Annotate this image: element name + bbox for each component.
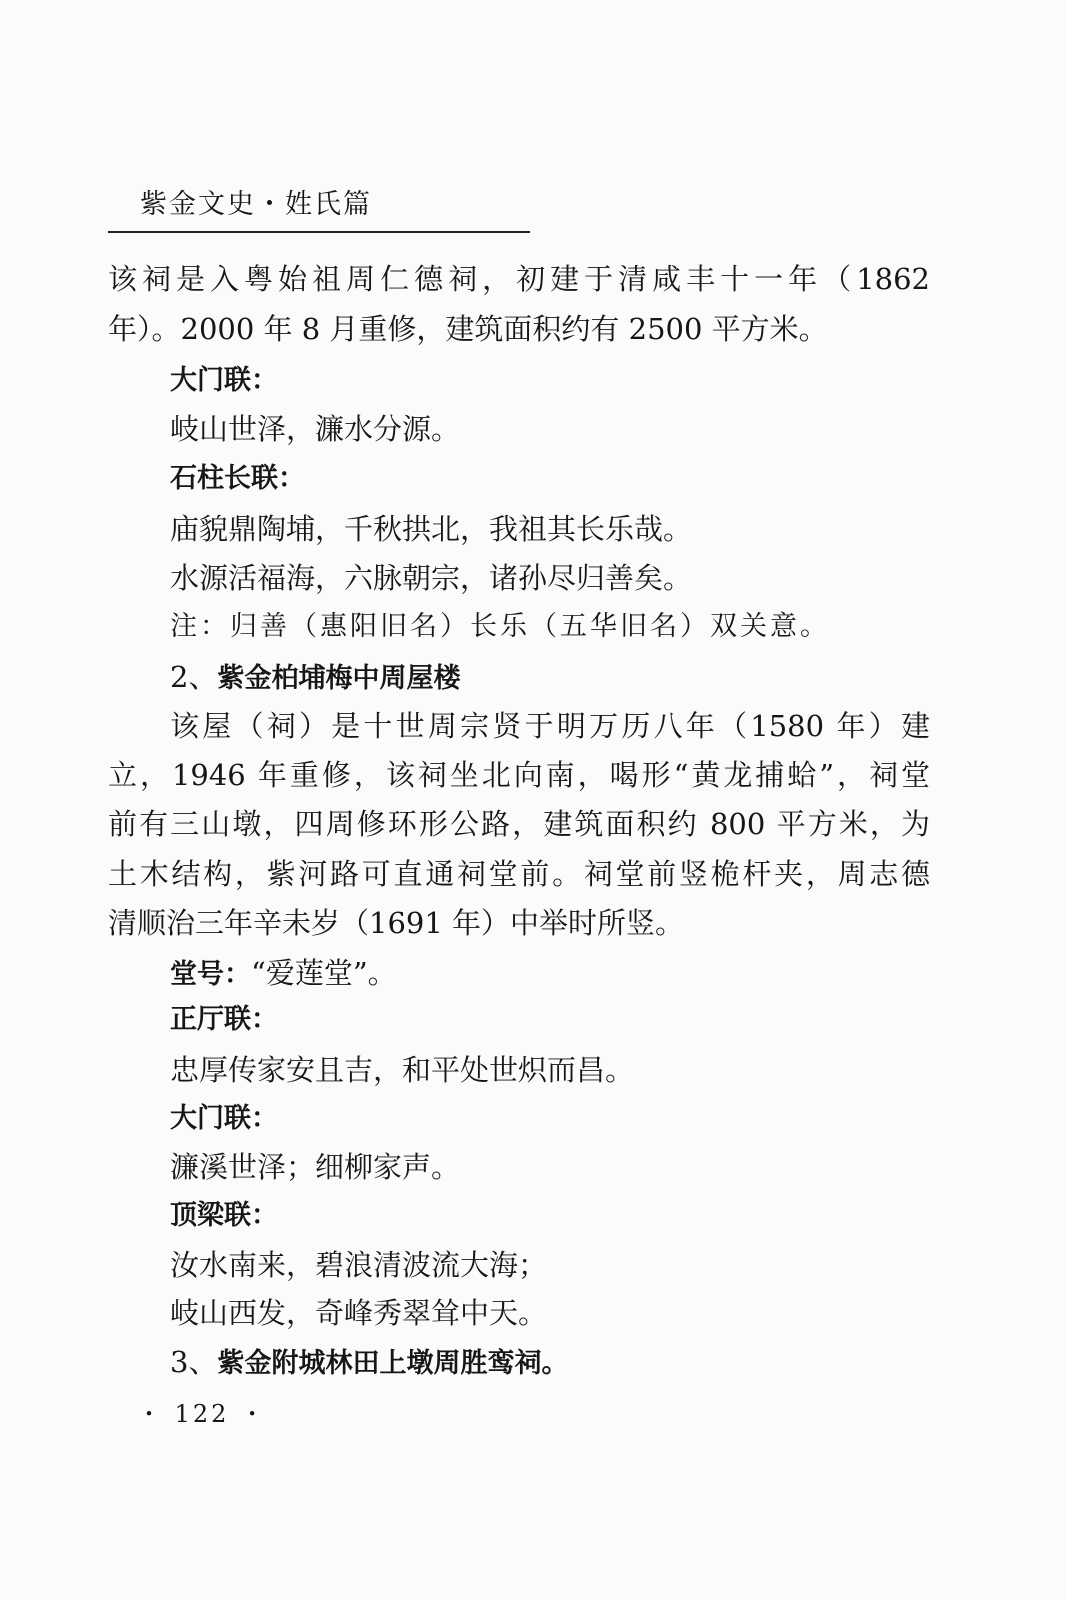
couplet-3: 忠厚传家安且吉，和平处世炽而昌。	[170, 1053, 635, 1087]
section-2-heading	[170, 660, 460, 696]
label-damen-1: 大门联：	[170, 365, 278, 396]
paragraph-1-line-1: 该祠是入粤始祖周仁德祠，初建于清咸丰十一年（1862	[108, 262, 930, 296]
label-tanghao: 堂号：	[170, 959, 251, 990]
header-rule	[108, 231, 530, 233]
section-2-number: 2、	[170, 660, 218, 694]
section-2-title: 紫金柏埔梅中周屋楼	[217, 663, 461, 694]
section-3-number: 3、	[170, 1345, 218, 1379]
paragraph-2-line-1: 该屋（祠）是十世周宗贤于明万历八年（1580 年）建	[170, 709, 930, 743]
couplet-5-a: 汝水南来，碧浪清波流大海；	[170, 1248, 548, 1282]
tanghao-value: “爱莲堂”。	[251, 956, 397, 990]
paragraph-2-line-2: 立，1946 年重修，该祠坐北向南，喝形“黄龙捕蛤”，祠堂	[108, 758, 930, 792]
page-header-title: 紫金文史・姓氏篇	[140, 189, 372, 220]
label-dingliang: 顶梁联：	[170, 1200, 278, 1231]
section-3-heading	[170, 1345, 568, 1381]
label-shizhu: 石柱长联：	[170, 463, 305, 494]
paragraph-2-line-3: 前有三山墩，四周修环形公路，建筑面积约 800 平方米，为	[108, 807, 930, 841]
paragraph-1-line-2: 年）。2000 年 8 月重修，建筑面积约有 2500 平方米。	[108, 312, 828, 346]
note-line: 注：归善（惠阳旧名）长乐（五华旧名）双关意。	[170, 611, 830, 642]
couplet-1: 岐山世泽，濂水分源。	[170, 412, 461, 446]
label-damen-2: 大门联：	[170, 1103, 278, 1134]
paragraph-2-line-4: 土木结构，紫河路可直通祠堂前。祠堂前竖桅杆夹，周志德	[108, 857, 930, 891]
couplet-2-b: 水源活福海，六脉朝宗，诸孙尽归善矣。	[170, 561, 693, 595]
page-number: ・ 122 ・	[137, 1400, 268, 1428]
section-3-title: 紫金附城林田上墩周胜鸾祠。	[217, 1348, 569, 1379]
label-zhengting: 正厅联：	[170, 1004, 278, 1035]
tanghao-line	[170, 956, 397, 992]
paragraph-2-line-5: 清顺治三年辛未岁（1691 年）中举时所竖。	[108, 906, 685, 940]
couplet-2-a: 庙貌鼎陶埔，千秋拱北，我祖其长乐哉。	[170, 512, 693, 546]
couplet-4: 濂溪世泽；细柳家声。	[170, 1150, 461, 1184]
couplet-5-b: 岐山西发，奇峰秀翠耸中天。	[170, 1296, 548, 1330]
